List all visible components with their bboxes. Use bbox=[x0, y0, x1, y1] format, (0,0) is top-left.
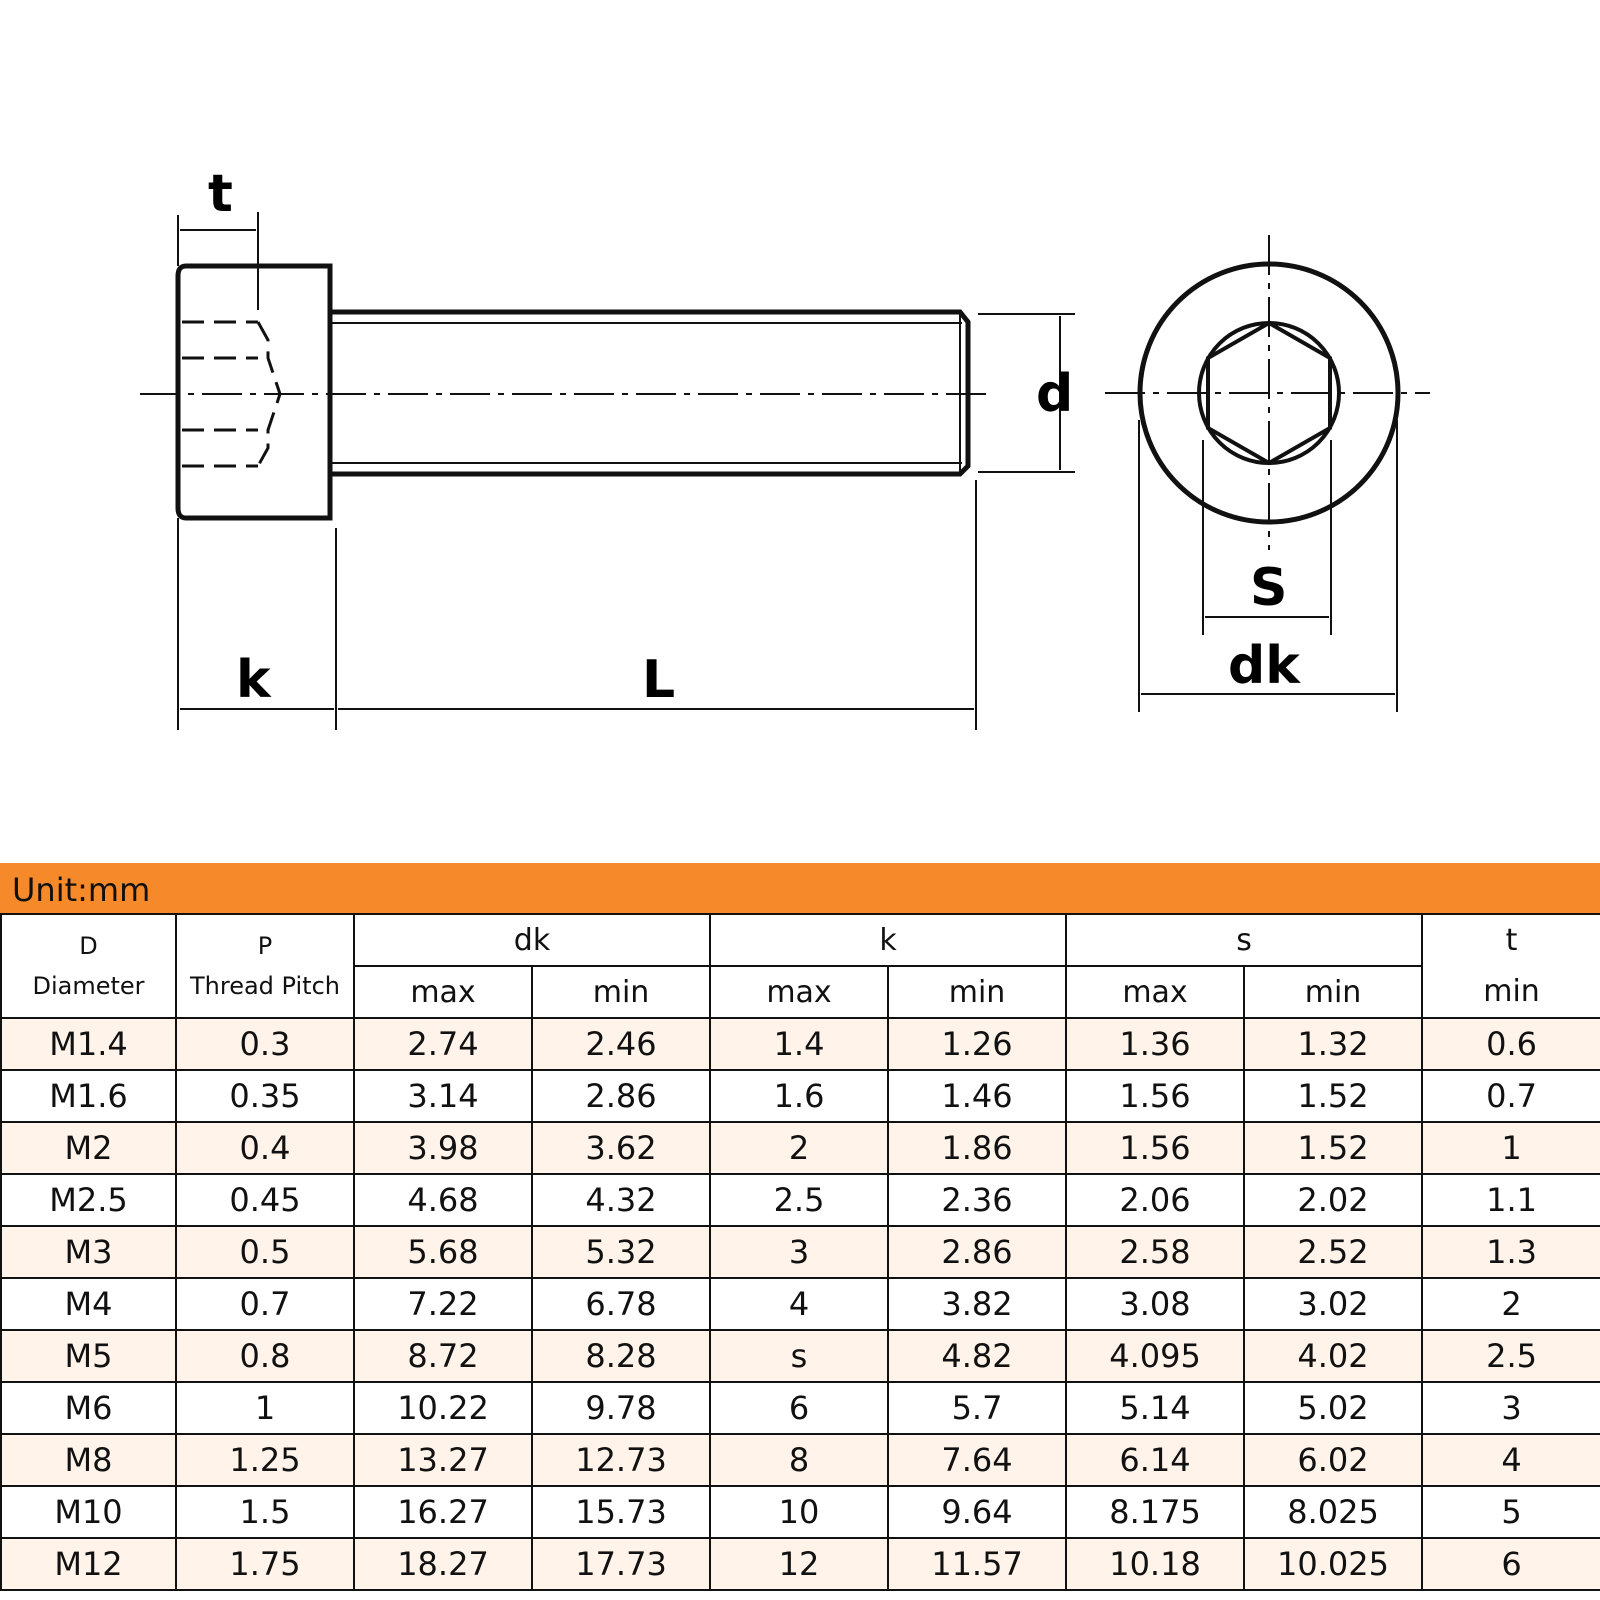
cell-k-min: 1.26 bbox=[888, 1018, 1066, 1070]
cell-diameter: M8 bbox=[1, 1434, 176, 1486]
cell-s-max: 6.14 bbox=[1066, 1434, 1244, 1486]
cell-dk-max: 5.68 bbox=[354, 1226, 532, 1278]
cell-pitch: 0.35 bbox=[176, 1070, 354, 1122]
table-row bbox=[1, 1486, 1600, 1538]
cell-dk-max: 10.22 bbox=[354, 1382, 532, 1434]
cell-s-min: 5.02 bbox=[1244, 1382, 1422, 1434]
cell-t-min: 0.6 bbox=[1422, 1018, 1600, 1070]
table-row bbox=[1, 1122, 1600, 1174]
cell-diameter: M10 bbox=[1, 1486, 176, 1538]
dim-label-t: t bbox=[208, 164, 233, 224]
cell-s-max: 4.095 bbox=[1066, 1330, 1244, 1382]
cell-s-min: 1.32 bbox=[1244, 1018, 1422, 1070]
cell-k-min: 3.82 bbox=[888, 1278, 1066, 1330]
cell-pitch: 0.45 bbox=[176, 1174, 354, 1226]
cell-s-max: 5.14 bbox=[1066, 1382, 1244, 1434]
cell-k-max: 6 bbox=[710, 1382, 888, 1434]
cell-dk-max: 16.27 bbox=[354, 1486, 532, 1538]
table-row bbox=[1, 1226, 1600, 1278]
header-k-max: max bbox=[710, 966, 888, 1018]
table-row bbox=[1, 1278, 1600, 1330]
cell-k-max: 4 bbox=[710, 1278, 888, 1330]
cell-dk-min: 5.32 bbox=[532, 1226, 710, 1278]
cell-pitch: 1 bbox=[176, 1382, 354, 1434]
cell-k-max: 12 bbox=[710, 1538, 888, 1590]
table-row bbox=[1, 1018, 1600, 1070]
cell-dk-min: 3.62 bbox=[532, 1122, 710, 1174]
cell-k-min: 5.7 bbox=[888, 1382, 1066, 1434]
cell-pitch: 0.3 bbox=[176, 1018, 354, 1070]
cell-t-min: 3 bbox=[1422, 1382, 1600, 1434]
cell-dk-min: 8.28 bbox=[532, 1330, 710, 1382]
cell-pitch: 1.25 bbox=[176, 1434, 354, 1486]
cell-k-max: 3 bbox=[710, 1226, 888, 1278]
header-t-min: min bbox=[1422, 966, 1600, 1018]
cell-pitch: 0.4 bbox=[176, 1122, 354, 1174]
cell-k-min: 1.86 bbox=[888, 1122, 1066, 1174]
cell-t-min: 1.3 bbox=[1422, 1226, 1600, 1278]
cell-s-max: 2.06 bbox=[1066, 1174, 1244, 1226]
table-row bbox=[1, 1070, 1600, 1122]
cell-diameter: M1.4 bbox=[1, 1018, 176, 1070]
header-D: D bbox=[79, 932, 98, 960]
dim-label-dk: dk bbox=[1228, 636, 1300, 696]
cell-dk-max: 3.14 bbox=[354, 1070, 532, 1122]
header-s-min: min bbox=[1244, 966, 1422, 1018]
cell-dk-max: 7.22 bbox=[354, 1278, 532, 1330]
cell-t-min: 6 bbox=[1422, 1538, 1600, 1590]
table-row bbox=[1, 1330, 1600, 1382]
cell-s-min: 2.02 bbox=[1244, 1174, 1422, 1226]
cell-dk-max: 2.74 bbox=[354, 1018, 532, 1070]
cell-s-max: 3.08 bbox=[1066, 1278, 1244, 1330]
table-row bbox=[1, 1434, 1600, 1486]
header-dk: dk bbox=[354, 914, 710, 966]
header-P: P bbox=[257, 932, 273, 960]
header-dk-min: min bbox=[532, 966, 710, 1018]
unit-label: Unit:mm bbox=[12, 871, 151, 909]
cell-t-min: 1.1 bbox=[1422, 1174, 1600, 1226]
cell-k-min: 4.82 bbox=[888, 1330, 1066, 1382]
cell-dk-max: 8.72 bbox=[354, 1330, 532, 1382]
cell-s-min: 1.52 bbox=[1244, 1122, 1422, 1174]
cell-t-min: 5 bbox=[1422, 1486, 1600, 1538]
cell-k-min: 2.86 bbox=[888, 1226, 1066, 1278]
cell-s-max: 10.18 bbox=[1066, 1538, 1244, 1590]
cell-k-max: 2.5 bbox=[710, 1174, 888, 1226]
cell-k-max: 10 bbox=[710, 1486, 888, 1538]
table-row bbox=[1, 1382, 1600, 1434]
header-pitch-label: Thread Pitch bbox=[190, 972, 340, 1000]
cell-t-min: 2.5 bbox=[1422, 1330, 1600, 1382]
cell-pitch: 1.5 bbox=[176, 1486, 354, 1538]
cell-dk-max: 13.27 bbox=[354, 1434, 532, 1486]
cell-s-max: 8.175 bbox=[1066, 1486, 1244, 1538]
cell-dk-max: 3.98 bbox=[354, 1122, 532, 1174]
dim-label-d: d bbox=[1036, 364, 1074, 424]
cell-diameter: M1.6 bbox=[1, 1070, 176, 1122]
cell-s-min: 2.52 bbox=[1244, 1226, 1422, 1278]
cell-s-min: 4.02 bbox=[1244, 1330, 1422, 1382]
header-s-max: max bbox=[1066, 966, 1244, 1018]
header-k: k bbox=[710, 914, 1066, 966]
unit-bar bbox=[0, 863, 1600, 913]
header-dk-max: max bbox=[354, 966, 532, 1018]
cell-k-min: 11.57 bbox=[888, 1538, 1066, 1590]
table-row bbox=[1, 1174, 1600, 1226]
cell-k-min: 1.46 bbox=[888, 1070, 1066, 1122]
cell-s-max: 1.56 bbox=[1066, 1070, 1244, 1122]
cell-dk-max: 18.27 bbox=[354, 1538, 532, 1590]
cell-dk-min: 2.86 bbox=[532, 1070, 710, 1122]
cell-dk-min: 12.73 bbox=[532, 1434, 710, 1486]
header-k-min: min bbox=[888, 966, 1066, 1018]
cell-diameter: M12 bbox=[1, 1538, 176, 1590]
header-diameter bbox=[1, 914, 176, 1018]
cell-k-max: s bbox=[710, 1330, 888, 1382]
header-s: s bbox=[1066, 914, 1422, 966]
cell-s-min: 8.025 bbox=[1244, 1486, 1422, 1538]
cell-s-min: 1.52 bbox=[1244, 1070, 1422, 1122]
dim-label-s: S bbox=[1250, 558, 1288, 618]
cell-dk-min: 15.73 bbox=[532, 1486, 710, 1538]
cell-diameter: M2.5 bbox=[1, 1174, 176, 1226]
cell-s-min: 6.02 bbox=[1244, 1434, 1422, 1486]
cell-k-min: 7.64 bbox=[888, 1434, 1066, 1486]
cell-dk-min: 9.78 bbox=[532, 1382, 710, 1434]
cell-pitch: 0.5 bbox=[176, 1226, 354, 1278]
cell-k-max: 1.4 bbox=[710, 1018, 888, 1070]
cell-dk-min: 17.73 bbox=[532, 1538, 710, 1590]
cell-diameter: M2 bbox=[1, 1122, 176, 1174]
cell-pitch: 1.75 bbox=[176, 1538, 354, 1590]
screw-spec-table bbox=[0, 913, 1600, 1591]
cell-k-max: 2 bbox=[710, 1122, 888, 1174]
cell-pitch: 0.8 bbox=[176, 1330, 354, 1382]
bolt-head-outline bbox=[178, 266, 330, 518]
cell-t-min: 4 bbox=[1422, 1434, 1600, 1486]
cell-k-max: 1.6 bbox=[710, 1070, 888, 1122]
cell-k-min: 2.36 bbox=[888, 1174, 1066, 1226]
cell-k-max: 8 bbox=[710, 1434, 888, 1486]
cell-s-max: 2.58 bbox=[1066, 1226, 1244, 1278]
cell-diameter: M6 bbox=[1, 1382, 176, 1434]
cell-diameter: M3 bbox=[1, 1226, 176, 1278]
cell-s-max: 1.56 bbox=[1066, 1122, 1244, 1174]
cell-s-min: 3.02 bbox=[1244, 1278, 1422, 1330]
cell-s-min: 10.025 bbox=[1244, 1538, 1422, 1590]
cell-dk-max: 4.68 bbox=[354, 1174, 532, 1226]
header-pitch bbox=[176, 914, 354, 1018]
header-t: t bbox=[1422, 914, 1600, 966]
cell-diameter: M5 bbox=[1, 1330, 176, 1382]
cell-dk-min: 4.32 bbox=[532, 1174, 710, 1226]
cell-diameter: M4 bbox=[1, 1278, 176, 1330]
cell-dk-min: 6.78 bbox=[532, 1278, 710, 1330]
cell-s-max: 1.36 bbox=[1066, 1018, 1244, 1070]
cell-t-min: 2 bbox=[1422, 1278, 1600, 1330]
cell-k-min: 9.64 bbox=[888, 1486, 1066, 1538]
table-row bbox=[1, 1538, 1600, 1590]
dim-label-L: L bbox=[642, 650, 676, 710]
cell-dk-min: 2.46 bbox=[532, 1018, 710, 1070]
dim-label-k: k bbox=[236, 650, 271, 710]
cell-t-min: 1 bbox=[1422, 1122, 1600, 1174]
cell-pitch: 0.7 bbox=[176, 1278, 354, 1330]
cell-t-min: 0.7 bbox=[1422, 1070, 1600, 1122]
header-diameter-label: Diameter bbox=[32, 972, 145, 1000]
